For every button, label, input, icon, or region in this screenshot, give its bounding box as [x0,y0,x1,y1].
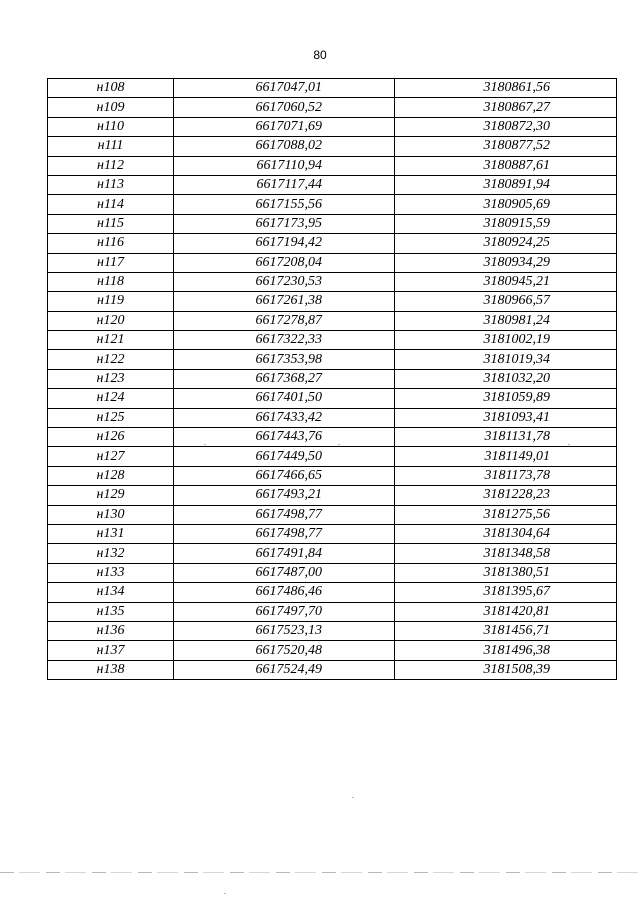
y-coordinate-cell: 3181380,51 [395,563,617,582]
point-id-cell: н127 [48,447,174,466]
x-coordinate-cell: 6617110,94 [174,156,395,175]
point-id-cell: н126 [48,428,174,447]
table-row [48,641,617,660]
point-id-cell: н113 [48,175,174,194]
x-coordinate-cell: 6617194,42 [174,234,395,253]
scan-speck [568,444,570,445]
table-row [48,408,617,427]
x-coordinate-cell: 6617433,42 [174,408,395,427]
y-coordinate-cell: 3181032,20 [395,369,617,388]
point-id-cell: н108 [48,79,174,98]
x-coordinate-cell: 6617088,02 [174,137,395,156]
scan-speck [338,444,340,445]
x-coordinate-cell: 6617353,98 [174,350,395,369]
point-id-cell: н118 [48,272,174,291]
y-coordinate-cell: 3180934,29 [395,253,617,272]
point-id-cell: н128 [48,466,174,485]
x-coordinate-cell: 6617368,27 [174,369,395,388]
scan-speck [352,797,354,798]
scan-speck [204,444,206,445]
point-id-cell: н122 [48,350,174,369]
table-row [48,214,617,233]
x-coordinate-cell: 6617486,46 [174,583,395,602]
table-row [48,311,617,330]
x-coordinate-cell: 6617047,01 [174,79,395,98]
y-coordinate-cell: 3180915,59 [395,214,617,233]
x-coordinate-cell: 6617497,70 [174,602,395,621]
x-coordinate-cell: 6617401,50 [174,389,395,408]
x-coordinate-cell: 6617498,77 [174,524,395,543]
table-row [48,137,617,156]
point-id-cell: н110 [48,117,174,136]
table-row [48,544,617,563]
table-row [48,621,617,640]
y-coordinate-cell: 3181496,38 [395,641,617,660]
scan-speck [224,893,226,894]
point-id-cell: н124 [48,389,174,408]
point-id-cell: н119 [48,292,174,311]
y-coordinate-cell: 3181228,23 [395,486,617,505]
x-coordinate-cell: 6617261,38 [174,292,395,311]
y-coordinate-cell: 3181173,78 [395,466,617,485]
x-coordinate-cell: 6617322,33 [174,331,395,350]
table-row [48,175,617,194]
y-coordinate-cell: 3180891,94 [395,175,617,194]
point-id-cell: н137 [48,641,174,660]
x-coordinate-cell: 6617523,13 [174,621,395,640]
table-row [48,350,617,369]
x-coordinate-cell: 6617520,48 [174,641,395,660]
x-coordinate-cell: 6617466,65 [174,466,395,485]
table-row [48,428,617,447]
y-coordinate-cell: 3181348,58 [395,544,617,563]
table-row [48,98,617,117]
point-id-cell: н111 [48,137,174,156]
x-coordinate-cell: 6617487,00 [174,563,395,582]
table-row [48,583,617,602]
page-number: 80 [313,48,327,62]
table-row [48,272,617,291]
y-coordinate-cell: 3181395,67 [395,583,617,602]
table-row [48,466,617,485]
table-row [48,195,617,214]
table-row [48,79,617,98]
table-row [48,486,617,505]
table-row [48,156,617,175]
point-id-cell: н134 [48,583,174,602]
point-id-cell: н130 [48,505,174,524]
x-coordinate-cell: 6617071,69 [174,117,395,136]
y-coordinate-cell: 3180945,21 [395,272,617,291]
point-id-cell: н125 [48,408,174,427]
table-row [48,563,617,582]
x-coordinate-cell: 6617278,87 [174,311,395,330]
y-coordinate-cell: 3180966,57 [395,292,617,311]
y-coordinate-cell: 3180887,61 [395,156,617,175]
y-coordinate-cell: 3180981,24 [395,311,617,330]
y-coordinate-cell: 3181508,39 [395,660,617,679]
y-coordinate-cell: 3180924,25 [395,234,617,253]
y-coordinate-cell: 3181149,01 [395,447,617,466]
table-row [48,117,617,136]
x-coordinate-cell: 6617449,50 [174,447,395,466]
x-coordinate-cell: 6617493,21 [174,486,395,505]
point-id-cell: н133 [48,563,174,582]
table-row [48,447,617,466]
x-coordinate-cell: 6617117,44 [174,175,395,194]
y-coordinate-cell: 3180861,56 [395,79,617,98]
point-id-cell: н129 [48,486,174,505]
coordinates-table [47,78,617,680]
y-coordinate-cell: 3181131,78 [395,428,617,447]
y-coordinate-cell: 3181275,56 [395,505,617,524]
table-row [48,524,617,543]
x-coordinate-cell: 6617208,04 [174,253,395,272]
point-id-cell: н112 [48,156,174,175]
y-coordinate-cell: 3181059,89 [395,389,617,408]
table-row [48,602,617,621]
x-coordinate-cell: 6617155,56 [174,195,395,214]
table-row [48,389,617,408]
point-id-cell: н109 [48,98,174,117]
x-coordinate-cell: 6617524,49 [174,660,395,679]
scan-artifact-line [0,872,640,873]
table-row [48,369,617,388]
point-id-cell: н132 [48,544,174,563]
point-id-cell: н123 [48,369,174,388]
y-coordinate-cell: 3181304,64 [395,524,617,543]
x-coordinate-cell: 6617230,53 [174,272,395,291]
point-id-cell: н136 [48,621,174,640]
x-coordinate-cell: 6617060,52 [174,98,395,117]
point-id-cell: н121 [48,331,174,350]
point-id-cell: н138 [48,660,174,679]
y-coordinate-cell: 3181093,41 [395,408,617,427]
point-id-cell: н120 [48,311,174,330]
y-coordinate-cell: 3181019,34 [395,350,617,369]
y-coordinate-cell: 3180867,27 [395,98,617,117]
table-row [48,660,617,679]
x-coordinate-cell: 6617443,76 [174,428,395,447]
x-coordinate-cell: 6617173,95 [174,214,395,233]
point-id-cell: н117 [48,253,174,272]
table-row [48,253,617,272]
table-row [48,505,617,524]
y-coordinate-cell: 3180905,69 [395,195,617,214]
x-coordinate-cell: 6617498,77 [174,505,395,524]
point-id-cell: н135 [48,602,174,621]
y-coordinate-cell: 3180877,52 [395,137,617,156]
point-id-cell: н116 [48,234,174,253]
y-coordinate-cell: 3180872,30 [395,117,617,136]
y-coordinate-cell: 3181420,81 [395,602,617,621]
table-row [48,292,617,311]
table-row [48,331,617,350]
table-row [48,234,617,253]
point-id-cell: н131 [48,524,174,543]
point-id-cell: н114 [48,195,174,214]
x-coordinate-cell: 6617491,84 [174,544,395,563]
coordinates-table-body [48,79,617,680]
y-coordinate-cell: 3181002,19 [395,331,617,350]
point-id-cell: н115 [48,214,174,233]
y-coordinate-cell: 3181456,71 [395,621,617,640]
